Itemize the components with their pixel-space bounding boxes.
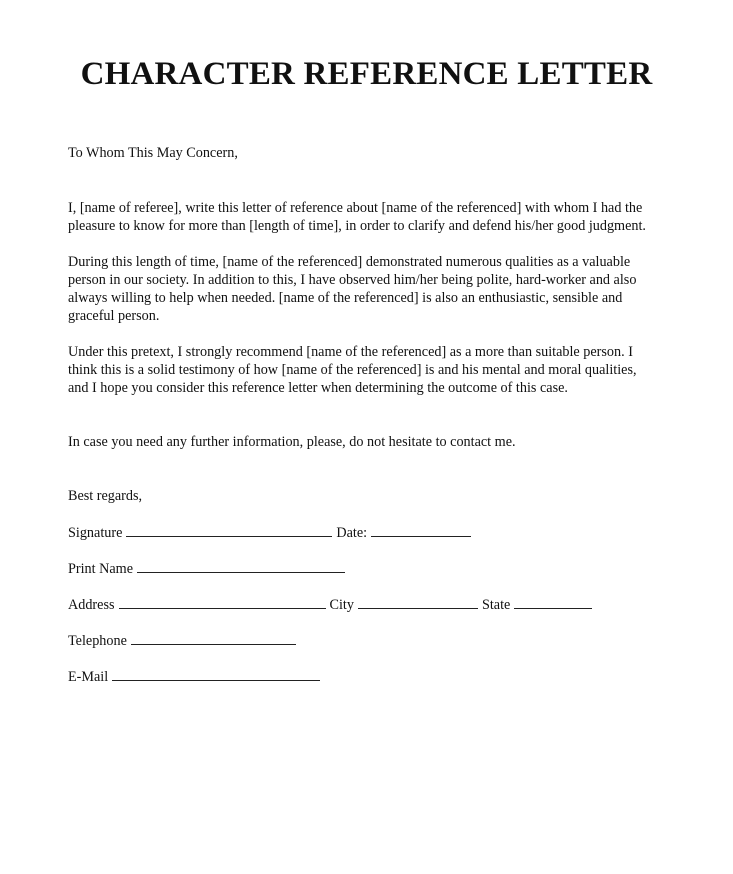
date-label: Date: xyxy=(336,525,368,541)
paragraph-line: I, [name of referee], write this letter of reference about [name of the referenced] with whom I had the xyxy=(68,200,643,216)
paragraph-line: Under this pretext, I strongly recommend [name of the referenced] as a more than suitable person. I xyxy=(68,344,633,360)
paragraph-3 xyxy=(68,343,637,397)
paragraph-line: and I hope you consider this reference letter when determining the outcome of this case. xyxy=(68,380,568,396)
email-label: E-Mail xyxy=(68,669,109,685)
contact-line: In case you need any further information, please, do not hesitate to contact me. xyxy=(68,434,516,450)
paragraph-line: During this length of time, [name of the referenced] demonstrated numerous qualities as a valuable xyxy=(68,254,631,270)
paragraph-2 xyxy=(68,253,636,325)
print-name-row xyxy=(68,559,349,578)
telephone-label: Telephone xyxy=(68,633,127,649)
salutation: To Whom This May Concern, xyxy=(68,145,238,161)
signature-row xyxy=(68,523,475,542)
print-name-label: Print Name xyxy=(68,561,134,577)
closing: Best regards, xyxy=(68,488,143,504)
address-row xyxy=(68,595,596,614)
address-label: Address xyxy=(68,597,115,613)
paragraph-line: person in our society. In addition to this, I have observed him/her being polite, hard-worker and also xyxy=(68,272,637,288)
date-field[interactable] xyxy=(371,523,471,537)
telephone-field[interactable] xyxy=(131,631,296,645)
signature-field[interactable] xyxy=(126,523,332,537)
paragraph-line: always willing to help when needed. [name of the referenced] is also an enthusiastic, sensible and xyxy=(68,290,623,306)
paragraph-line: graceful person. xyxy=(68,308,160,324)
telephone-row xyxy=(68,631,300,650)
signature-label: Signature xyxy=(68,525,123,541)
document-title: CHARACTER REFERENCE LETTER xyxy=(80,56,653,92)
email-field[interactable] xyxy=(112,667,320,681)
paragraph-1 xyxy=(68,199,646,235)
paragraph-line: think this is a solid testimony of how [name of the referenced] is and his mental and moral qualities, xyxy=(68,362,637,378)
email-row xyxy=(68,667,324,686)
state-field[interactable] xyxy=(514,595,592,609)
paragraph-line: pleasure to know for more than [length of time], in order to clarify and defend his/her good judgment. xyxy=(68,218,646,234)
city-label: City xyxy=(329,597,354,613)
print-name-field[interactable] xyxy=(137,559,345,573)
city-field[interactable] xyxy=(358,595,478,609)
state-label: State xyxy=(481,597,511,613)
address-field[interactable] xyxy=(119,595,326,609)
